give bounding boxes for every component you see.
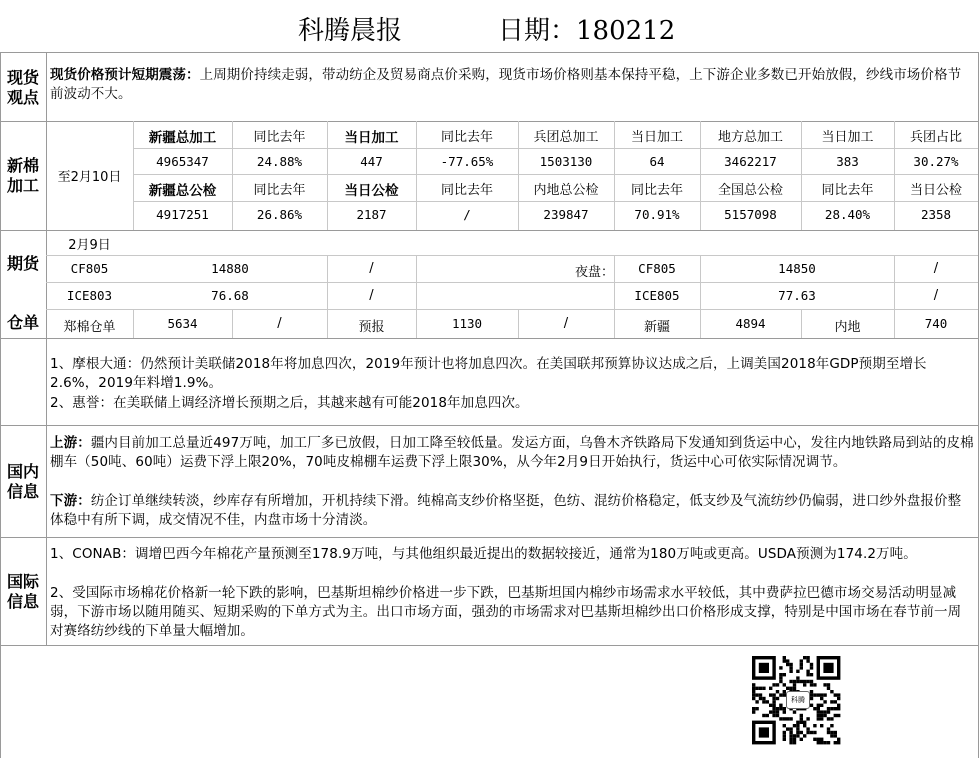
cotton-value: 24.88% — [256, 154, 303, 169]
section-label-spot: 现货 观点 — [6, 68, 39, 107]
divider — [0, 230, 979, 231]
cotton-value: 239847 — [543, 207, 589, 222]
futures-change: / — [369, 288, 374, 303]
cotton-value: 447 — [360, 154, 383, 169]
cotton-header: 新疆总加工 — [148, 130, 217, 146]
warehouse-cell: 内地 — [834, 320, 861, 335]
cotton-header: 内地总公检 — [533, 183, 599, 198]
warehouse-cell: 郑棉仓单 — [63, 320, 116, 335]
futures-code: ICE803 — [66, 288, 113, 303]
warehouse-cell: 5634 — [167, 316, 198, 331]
upstream-paragraph — [50, 434, 974, 472]
futures-change: / — [369, 261, 374, 276]
warehouse-cell: 740 — [924, 316, 948, 331]
cotton-value: 383 — [836, 154, 859, 169]
cotton-header: 当日加工 — [344, 130, 399, 146]
night-futures-code: CF805 — [638, 261, 676, 276]
section-label-cotton: 新棉 加工 — [6, 156, 39, 195]
cotton-value: 4917251 — [156, 207, 209, 222]
divider — [0, 537, 979, 538]
cotton-header: 同比去年 — [821, 183, 874, 198]
international-item: 1、CONAB：调增巴西今年棉花产量预测至178.9万吨，与其他组织最近提出的数据较接近，通常为180万吨或更高。USDA预测为174.2万吨。 — [50, 546, 917, 562]
night-futures-code: ICE805 — [634, 288, 680, 303]
qr-code — [742, 655, 852, 745]
cotton-header: 当日加工 — [821, 130, 874, 145]
cotton-value: 70.91% — [634, 207, 680, 222]
spot-lead: 现货价格预计短期震荡： — [50, 67, 200, 83]
report-header — [0, 10, 979, 46]
warehouse-cell: 4894 — [735, 316, 766, 331]
report-date: 日期：180212 — [498, 16, 676, 46]
downstream-paragraph — [50, 492, 974, 530]
international-item: 2、受国际市场棉花价格新一轮下跌的影响，巴基斯坦棉纱价格进一步下跌，巴基斯坦国内棉纱市场需求水平较低，其中费萨拉巴德市场交易活动明显减弱，下游市场以随用随买、短期采购的下单方式为主。出口市场方面，强劲的市场需求对巴基斯坦棉纱出口价格形成支撑，特别是中国市场在春节前一周对赛络纺纱线的下单量大幅增加。 — [50, 585, 962, 639]
warehouse-cell: / — [563, 316, 569, 331]
cotton-header: 同比去年 — [630, 183, 683, 198]
night-futures-change: / — [933, 261, 939, 276]
divider — [0, 121, 979, 122]
spot-view-paragraph — [50, 66, 974, 104]
cotton-header: 兵团占比 — [909, 130, 962, 145]
cotton-value: 2187 — [356, 207, 387, 222]
divider — [46, 52, 47, 645]
cotton-value: 64 — [649, 154, 665, 169]
upstream-text: 疆内目前加工总量近497万吨，加工厂多已放假，日加工降至较低量。发运方面，乌鲁木齐铁路局下发通知到货运中心，发往内地铁路局到站的皮棉棚车（50吨、60吨）运费下浮上限20%，70吨皮棉棚车运费下浮上限30%，从今年2月9日开始执行，货运中心可依实际情况调节。 — [50, 435, 974, 470]
cotton-value: 2358 — [920, 207, 952, 222]
warehouse-cell: 新疆 — [643, 320, 670, 335]
downstream-label: 下游： — [50, 493, 91, 509]
section-label-futures: 期货 — [6, 254, 39, 273]
cotton-value: 1503130 — [539, 154, 593, 169]
downstream-text: 纺企订单继续转淡，纱库存有所增加，开机持续下滑。纯棉高支纱价格坚挺，色纺、混纺价格稳定，低支纱及气流纺纱仍偏弱，进口纱外盘报价整体稳中有所下调，成交情况不佳，内盘市场十分清淡。 — [50, 493, 962, 528]
cotton-value: 3462217 — [724, 154, 777, 169]
cotton-header: 同比去年 — [253, 130, 306, 145]
night-futures-change: / — [933, 288, 939, 303]
spot-text: 上周期价持续走弱，带动纺企及贸易商点价采购，现货市场价格则基本保持平稳，上下游企业多数已开始放假，纱线市场价格节前波动不大。 — [50, 67, 962, 102]
futures-value: 76.68 — [211, 288, 249, 303]
report-title: 科腾晨报 — [298, 16, 403, 46]
cotton-header: 同比去年 — [440, 130, 493, 145]
cotton-header: 新疆总公检 — [148, 183, 217, 199]
warehouse-cell: 1130 — [451, 316, 483, 331]
cotton-value: 26.86% — [256, 207, 303, 222]
night-futures-value: 14850 — [778, 261, 816, 276]
cotton-value: -77.65% — [440, 154, 494, 169]
cotton-value: 30.27% — [913, 154, 959, 169]
cotton-header: 地方总加工 — [717, 130, 783, 145]
macro-item: 2、惠誉：在美联储上调经济增长预期之后，其越来越有可能2018年加息四次。 — [50, 395, 529, 411]
divider — [0, 52, 979, 53]
cotton-header: 同比去年 — [440, 183, 493, 198]
futures-value: 14880 — [211, 261, 249, 276]
warehouse-cell: / — [277, 316, 282, 331]
night-futures-value: 77.63 — [778, 288, 816, 303]
section-label-international: 国际 信息 — [6, 572, 39, 611]
macro-item: 1、摩根大通：仍然预计美联储2018年将加息四次，2019年预计也将加息四次。在美国联邦预算协议达成之后，上调美国2018年GDP预期至增长2.6%，2019年料增1.9%。 — [50, 356, 927, 391]
cotton-header: 当日公检 — [344, 183, 399, 199]
futures-code: CF805 — [70, 261, 109, 276]
warehouse-cell: 预报 — [358, 320, 385, 335]
cotton-value: 4965347 — [156, 154, 209, 169]
cotton-date: 至2月10日 — [57, 170, 122, 185]
cotton-header: 当日公检 — [909, 183, 962, 198]
upstream-label: 上游： — [50, 435, 91, 451]
night-session-label: 夜盘： — [574, 265, 614, 280]
divider — [0, 425, 979, 426]
divider — [0, 338, 979, 339]
cotton-header: 全国总公检 — [717, 183, 783, 198]
qr-logo: 科腾 — [786, 691, 810, 709]
cotton-value: / — [463, 207, 471, 222]
section-label-domestic: 国内 信息 — [6, 462, 39, 501]
cotton-value: 28.40% — [824, 207, 871, 222]
futures-date: 2月9日 — [68, 238, 111, 253]
section-label-warehouse: 仓单 — [6, 313, 39, 332]
cotton-header: 当日加工 — [630, 130, 683, 145]
cotton-value: 5157098 — [724, 207, 777, 222]
cotton-header: 兵团总加工 — [533, 130, 599, 145]
divider — [0, 645, 979, 646]
cotton-header: 同比去年 — [253, 183, 306, 198]
